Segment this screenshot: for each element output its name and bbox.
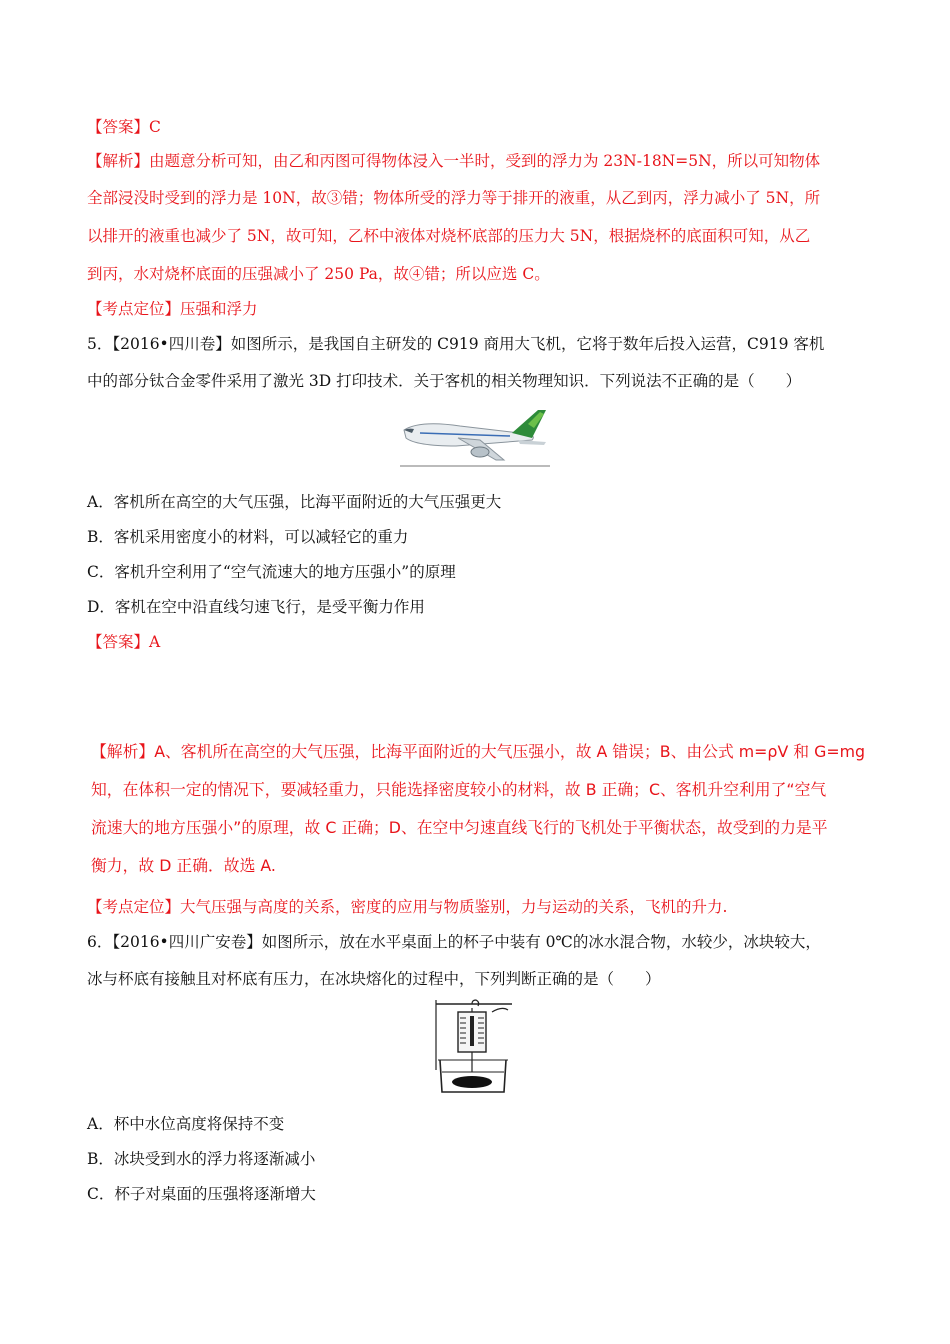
airplane-icon [400,402,550,468]
q6-stem-line: 6．【2016•四川广安卷】如图所示，放在水平桌面上的杯子中装有 0℃的冰水混合物，水较少，冰块较大， [87,933,821,951]
q6-stem-line: 冰与杯底有接触且对杯底有压力，在冰块熔化的过程中，下列判断正确的是（ ） [87,970,661,988]
q5-option-a: A．客机所在高空的大气压强，比海平面附近的大气压强更大 [87,493,502,511]
q5-option-b: B．客机采用密度小的材料，可以减轻它的重力 [87,528,409,546]
q4-analysis-line: 全部浸没时受到的浮力是 10N，故③错；物体所受的浮力等于排开的液重，从乙到丙，浮力减小了 5N，所 [87,189,821,207]
q5-option-d: D．客机在空中沿直线匀速飞行，是受平衡力作用 [87,598,425,616]
q6-option-b: B．冰块受到水的浮力将逐渐减小 [87,1150,316,1168]
q5-option-c: C．客机升空利用了“空气流速大的地方压强小”的原理 [87,563,456,581]
q4-keypoint: 【考点定位】压强和浮力 [87,300,258,318]
q5-stem-line: 中的部分钛合金零件采用了激光 3D 打印技术．关于客机的相关物理知识．下列说法不正确的是（ ） [87,372,802,390]
q5-analysis-line: 衡力，故 D 正确．故选 A. [91,856,276,875]
q5-analysis-line: 知，在体积一定的情况下，要减轻重力，只能选择密度较小的材料，故 B 正确；C、客机升空利用了“空气 [91,780,827,799]
q4-analysis-line: 【解析】由题意分析可知，由乙和丙图可得物体浸入一半时，受到的浮力为 23N-18N=5N，所以可知物体 [87,152,821,170]
q5-keypoint: 【考点定位】大气压强与高度的关系，密度的应用与物质鉴别，力与运动的关系，飞机的升力. [87,898,728,916]
q5-answer: 【答案】A [87,633,161,651]
q5-analysis-line: 【解析】A、客机所在高空的大气压强，比海平面附近的大气压强小，故 A 错误；B、由公式 m=ρV 和 G=mg [91,742,865,761]
q5-stem-line: 5．【2016•四川卷】如图所示，是我国自主研发的 C919 商用大飞机，它将于数年后投入运营，C919 客机 [87,335,825,353]
q6-option-c: C．杯子对桌面的压强将逐渐增大 [87,1185,316,1203]
q4-analysis-line: 到丙，水对烧杯底面的压强减小了 250 Pa，故④错；所以应选 C。 [87,265,550,283]
q6-option-a: A．杯中水位高度将保持不变 [87,1115,285,1133]
q4-answer: 【答案】C [87,118,161,136]
q5-analysis-line: 流速大的地方压强小”的原理，故 C 正确；D、在空中匀速直线飞行的飞机处于平衡状态，故受到的力是平 [91,818,828,837]
q4-analysis-line: 以排开的液重也减少了 5N，故可知，乙杯中液体对烧杯底部的压力大 5N，根据烧杯的底面积可知，从乙 [87,227,811,245]
beaker-spring-scale-icon [432,998,516,1096]
